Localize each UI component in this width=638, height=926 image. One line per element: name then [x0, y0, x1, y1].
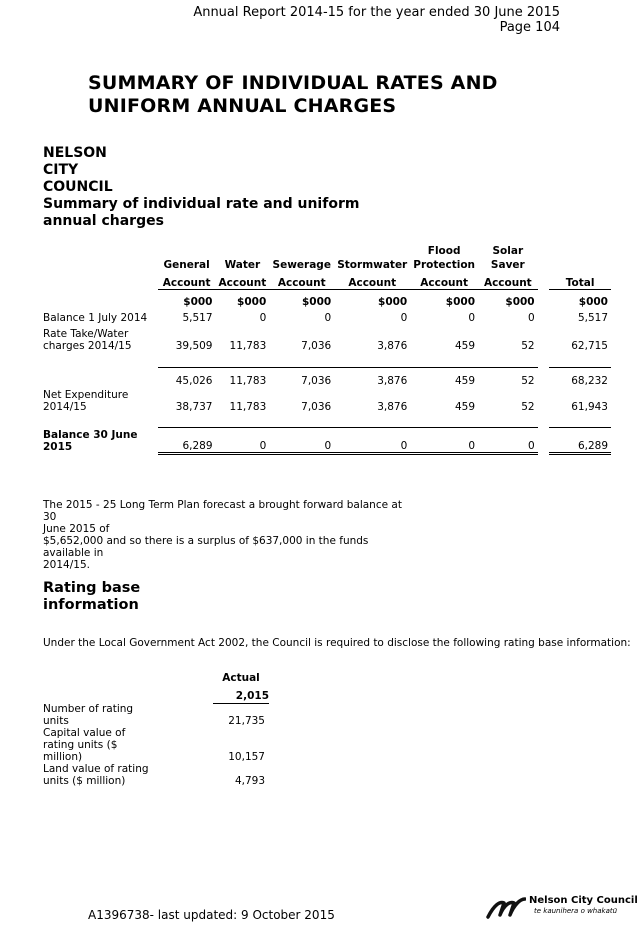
rating-year-row	[43, 684, 269, 703]
table-row	[43, 387, 611, 413]
cell-value: 52	[521, 401, 535, 413]
rating-label-line2: units ($ million)	[43, 775, 126, 787]
cell-value: 0	[216, 427, 270, 453]
org-name-line1: NELSON	[43, 145, 107, 161]
page-title-line2: UNIFORM ANNUAL CHARGES	[88, 95, 397, 117]
header-row-top	[43, 244, 611, 257]
rating-base-heading-line1: Rating base	[43, 580, 141, 596]
cell-value: 459	[454, 375, 476, 387]
cell-value: 0	[527, 312, 535, 324]
cell-value: 38,737	[175, 401, 213, 413]
unit-label: $000	[445, 296, 476, 308]
account-label: Account	[158, 271, 216, 289]
rating-label-line2: units	[43, 715, 69, 727]
col-top-total	[549, 244, 611, 257]
rating-label	[43, 703, 213, 727]
row-label	[43, 367, 158, 387]
cell-value: 11,783	[229, 401, 267, 413]
col-top-general	[158, 244, 216, 257]
rating-base-heading-line2: information	[43, 597, 139, 613]
unit-label: $000	[378, 296, 408, 308]
page-title	[88, 72, 498, 118]
rating-col-year: 2,015	[213, 684, 269, 703]
row-label-line1: Balance 30 June	[43, 429, 138, 441]
cell-value: 7,036	[301, 340, 332, 352]
unit-label: $000	[237, 296, 267, 308]
rating-value: 4,793	[234, 775, 265, 787]
row-label-line2: 2014/15	[43, 401, 87, 413]
rating-label-line3: million)	[43, 751, 83, 763]
cell-value: 0	[269, 427, 334, 453]
cell-value: 52	[521, 340, 535, 352]
cell-value: 0	[478, 427, 538, 453]
table-row	[43, 308, 611, 324]
rating-header-row	[43, 672, 269, 684]
col-top-stormwater	[334, 244, 410, 257]
col-head-general: General	[163, 259, 210, 271]
org-name-line3: COUNCIL	[43, 179, 113, 195]
cell-value: 45,026	[175, 375, 213, 387]
report-header	[193, 5, 560, 35]
cell-value: 5,517	[182, 312, 213, 324]
rating-label-line2: rating units ($	[43, 739, 118, 751]
cell-value: 7,036	[301, 401, 332, 413]
row-label: Balance 1 July 2014	[43, 312, 148, 324]
unit-label: $000	[301, 296, 332, 308]
cell-value: 39,509	[175, 340, 213, 352]
report-header-title: Annual Report 2014-15 for the year ended 30 June 2015	[193, 5, 560, 20]
row-label-line1: Net Expenditure	[43, 389, 129, 401]
row-label-line2: charges 2014/15	[43, 340, 132, 352]
ltp-note-line3: $5,652,000 and so there is a surplus of $637,000 in the funds available in	[43, 535, 369, 559]
cell-value: 52	[521, 375, 535, 387]
rating-label	[43, 763, 213, 787]
ltp-note-line2: June 2015 of	[43, 523, 110, 535]
org-heading	[43, 145, 359, 230]
header-row-account	[43, 271, 611, 289]
col-top-water	[216, 244, 270, 257]
cell-value: 11,783	[229, 340, 267, 352]
cell-value: 0	[468, 312, 476, 324]
spacer-row	[43, 352, 611, 367]
col-top-sewerage	[269, 244, 334, 257]
row-label	[43, 387, 158, 413]
col-head-sewerage: Sewerage	[272, 259, 331, 271]
rating-base-table	[43, 672, 269, 787]
cell-total: 61,943	[571, 401, 608, 413]
col-head-total-blank	[549, 257, 611, 271]
cell-value: 3,876	[377, 401, 408, 413]
account-label: Account	[216, 271, 270, 289]
cell-total: 62,715	[571, 340, 608, 352]
spacer-row	[43, 413, 611, 427]
rating-row	[43, 703, 269, 727]
ltp-note-line1: The 2015 - 25 Long Term Plan forecast a brought forward balance at 30	[43, 499, 402, 523]
account-label: Account	[269, 271, 334, 289]
section-subtitle-line1: Summary of individual rate and uniform	[43, 196, 360, 212]
cell-value: 0	[324, 312, 332, 324]
cell-value: 6,289	[158, 427, 216, 453]
rating-row	[43, 763, 269, 787]
rating-label-line1: Land value of rating	[43, 763, 149, 775]
rating-label-line1: Number of rating	[43, 703, 134, 715]
cell-value: 459	[454, 401, 476, 413]
rating-label-line1: Capital value of	[43, 727, 126, 739]
cell-value: 0	[259, 312, 267, 324]
col-head-flood: Protection	[413, 259, 476, 271]
col-head-stormwater: Stormwater	[337, 259, 408, 271]
rating-value: 10,157	[228, 751, 265, 763]
footer-doc-ref: A1396738- last updated: 9 October 2015	[88, 908, 335, 922]
cell-value: 459	[454, 340, 476, 352]
cell-value: 0	[334, 427, 410, 453]
rating-col-head: Actual	[222, 672, 260, 684]
unit-label: $000	[578, 296, 608, 308]
col-top-solar: Solar	[492, 245, 524, 257]
account-label: Account	[410, 271, 478, 289]
summary-table	[43, 244, 611, 455]
section-subtitle-line2: annual charges	[43, 213, 164, 229]
rating-base-heading	[43, 580, 140, 614]
logo-tagline: te kaunihera o whakatū	[534, 907, 618, 915]
cell-value: 7,036	[301, 375, 332, 387]
page-title-line1: SUMMARY OF INDIVIDUAL RATES AND	[88, 72, 498, 94]
cell-value: 3,876	[377, 340, 408, 352]
page-number: Page 104	[499, 20, 560, 35]
cell-total: 68,232	[571, 375, 608, 387]
account-label: Account	[478, 271, 538, 289]
rating-row	[43, 727, 269, 763]
col-head-solar: Saver	[490, 259, 525, 271]
col-top-flood: Flood	[427, 245, 461, 257]
row-label	[43, 427, 158, 453]
cell-total: 5,517	[577, 312, 608, 324]
table-row	[43, 367, 611, 387]
org-name-line2: CITY	[43, 162, 79, 178]
units-row	[43, 289, 611, 308]
council-logo	[486, 892, 638, 922]
unit-label: $000	[505, 296, 535, 308]
row-label	[43, 324, 158, 352]
ltp-note-line4: 2014/15.	[43, 559, 90, 571]
rating-value: 21,735	[228, 715, 265, 727]
rating-label	[43, 727, 213, 763]
header-row-mid	[43, 257, 611, 271]
rating-intro: Under the Local Government Act 2002, the Council is required to disclose the following rating base information:	[43, 637, 631, 649]
total-label: Total	[549, 271, 611, 289]
council-logo-mark-icon	[486, 895, 526, 921]
cell-value: 11,783	[229, 375, 267, 387]
account-label: Account	[334, 271, 410, 289]
table-row	[43, 324, 611, 352]
cell-value: 3,876	[377, 375, 408, 387]
cell-total: 6,289	[549, 427, 611, 453]
cell-value: 0	[410, 427, 478, 453]
ltp-note	[43, 499, 413, 571]
col-head-water: Water	[224, 259, 261, 271]
unit-label: $000	[183, 296, 213, 308]
table-row-closing-balance	[43, 427, 611, 453]
row-label-line1: Rate Take/Water	[43, 328, 129, 340]
row-label-line2: 2015	[43, 441, 73, 453]
cell-value: 0	[400, 312, 408, 324]
logo-name: Nelson City Council	[529, 895, 638, 906]
